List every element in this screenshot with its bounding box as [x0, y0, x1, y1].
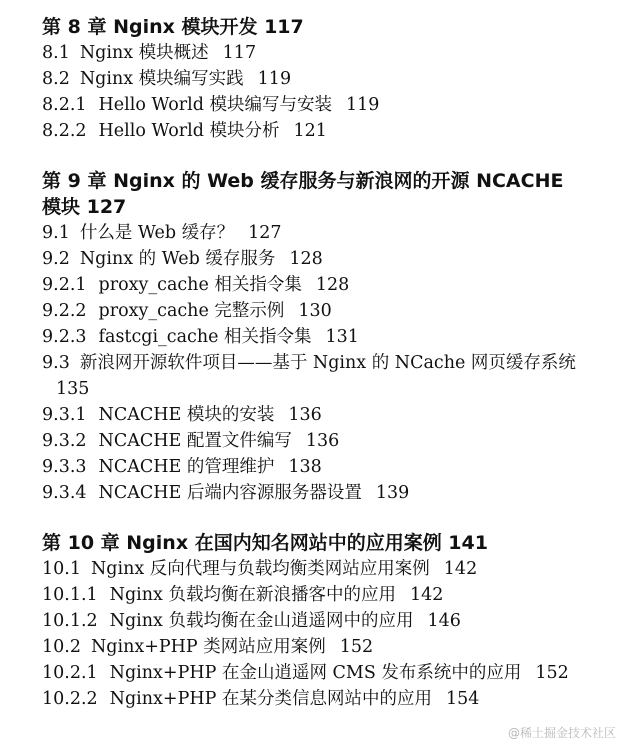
chapter-9: [0, 168, 624, 506]
toc-entry: 9.3 新浪网开源软件项目——基于 Nginx 的 NCache 网页缓存系统135: [42, 353, 576, 399]
toc-entry: 9.2 Nginx 的 Web 缓存服务 128: [42, 249, 323, 269]
toc-entry: 9.1 什么是 Web 缓存？ 127: [42, 223, 282, 243]
toc-entry: 10.1.1 Nginx 负载均衡在新浪播客中的应用 142: [42, 585, 444, 605]
watermark: @稀土掘金技术社区: [507, 726, 616, 740]
toc-entry: 9.3.1 NCACHE 模块的安装 136: [42, 405, 322, 425]
toc-entry: 8.2.1 Hello World 模块编写与安装 119: [42, 95, 380, 115]
chapter-title: 第 8 章 Nginx 模块开发 117: [42, 16, 304, 38]
toc-entry: 10.2.2 Nginx+PHP 在某分类信息网站中的应用 154: [42, 689, 480, 709]
toc-entry: 10.1.2 Nginx 负载均衡在金山逍遥网中的应用 146: [42, 611, 461, 631]
toc-entry: 8.2 Nginx 模块编写实践 119: [42, 69, 292, 89]
toc-entry: 10.2 Nginx+PHP 类网站应用案例 152: [42, 637, 374, 657]
toc-entry: 9.3.2 NCACHE 配置文件编写 136: [42, 431, 340, 451]
toc-entry: 9.2.1 proxy_cache 相关指令集 128: [42, 275, 350, 295]
toc-entry: 8.1 Nginx 模块概述 117: [42, 43, 257, 63]
chapter-title: 第 10 章 Nginx 在国内知名网站中的应用案例 141: [42, 532, 488, 554]
toc-entry: 9.2.3 fastcgi_cache 相关指令集 131: [42, 327, 359, 347]
toc-entry: 10.2.1 Nginx+PHP 在金山逍遥网 CMS 发布系统中的应用 152: [42, 663, 569, 683]
toc-entry: 10.1 Nginx 反向代理与负载均衡类网站应用案例 142: [42, 559, 478, 579]
chapter-8: [0, 14, 624, 144]
toc-entry: 8.2.2 Hello World 模块分析 121: [42, 121, 327, 141]
chapter-title: 第 9 章 Nginx 的 Web 缓存服务与新浪网的开源 NCACHE 模块 127: [42, 170, 564, 218]
toc-entry: 9.3.4 NCACHE 后端内容源服务器设置 139: [42, 483, 410, 503]
toc-entry: 9.2.2 proxy_cache 完整示例 130: [42, 301, 332, 321]
chapter-10: [0, 530, 624, 712]
toc-entry: 9.3.3 NCACHE 的管理维护 138: [42, 457, 322, 477]
